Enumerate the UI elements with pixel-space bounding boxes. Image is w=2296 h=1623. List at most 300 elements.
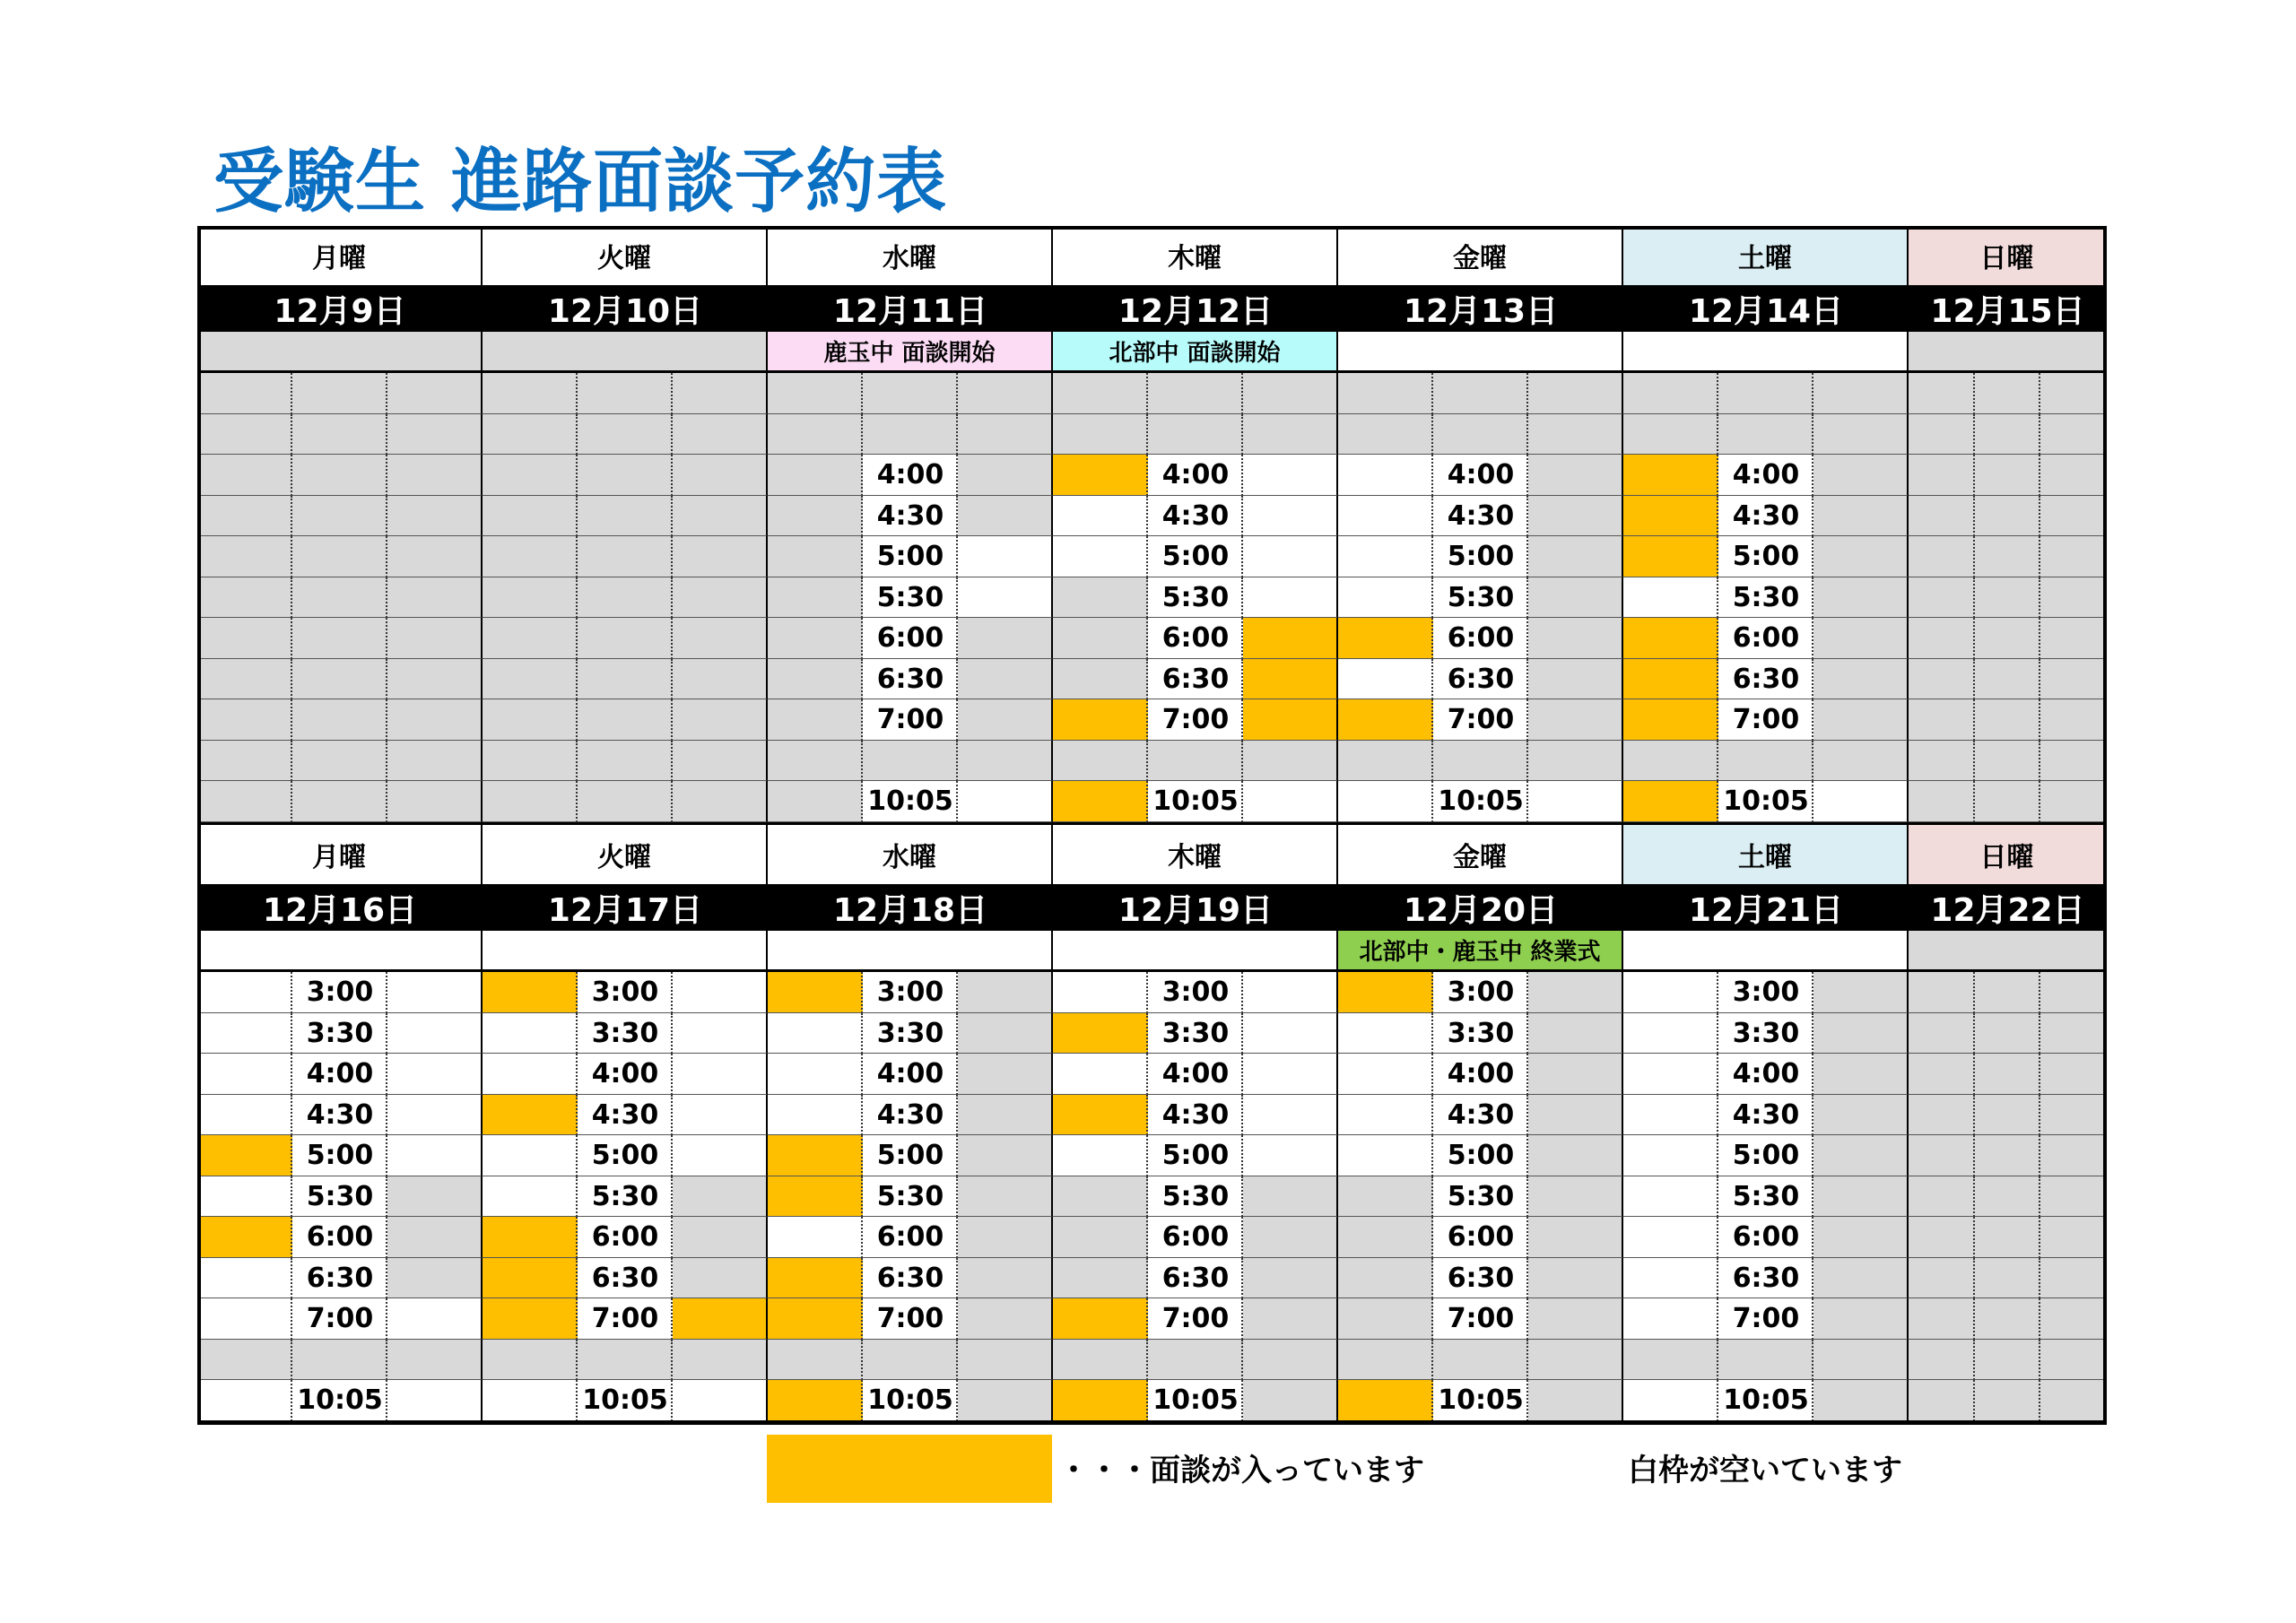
slot-cell[interactable] — [197, 699, 292, 741]
slot-cell[interactable] — [2040, 1298, 2107, 1340]
slot-cell[interactable] — [1053, 618, 1148, 659]
slot-cell[interactable] — [292, 373, 387, 414]
slot-cell[interactable] — [197, 972, 292, 1013]
slot-cell[interactable] — [863, 414, 958, 456]
slot-cell[interactable] — [197, 577, 292, 619]
slot-cell[interactable] — [578, 659, 673, 700]
slot-cell[interactable] — [483, 496, 578, 537]
slot-cell[interactable] — [1433, 373, 1528, 414]
slot-cell[interactable] — [958, 972, 1053, 1013]
slot-cell[interactable] — [1148, 373, 1243, 414]
slot-cell[interactable] — [1243, 781, 1338, 822]
slot-cell[interactable] — [1338, 577, 1433, 619]
slot-cell[interactable] — [2040, 1380, 2107, 1421]
slot-cell[interactable] — [1718, 1340, 1813, 1381]
slot-cell[interactable] — [1243, 618, 1338, 659]
slot-cell[interactable] — [1813, 496, 1909, 537]
slot-cell[interactable] — [1623, 1258, 1718, 1299]
slot-cell[interactable] — [1813, 536, 1909, 577]
slot-cell[interactable] — [1909, 536, 1975, 577]
slot-cell[interactable] — [197, 373, 292, 414]
slot-cell[interactable] — [1338, 373, 1433, 414]
slot-cell[interactable] — [1053, 972, 1148, 1013]
slot-cell[interactable] — [2040, 699, 2107, 741]
slot-cell[interactable] — [292, 577, 387, 619]
slot-cell[interactable] — [1909, 1013, 1975, 1055]
slot-cell[interactable] — [1528, 1340, 1623, 1381]
slot-cell[interactable] — [958, 373, 1053, 414]
slot-cell[interactable] — [1528, 496, 1623, 537]
slot-cell[interactable] — [673, 414, 768, 456]
slot-cell[interactable] — [387, 1054, 483, 1095]
slot-cell[interactable] — [958, 414, 1053, 456]
slot-cell[interactable] — [387, 536, 483, 577]
slot-cell[interactable] — [292, 455, 387, 496]
slot-cell[interactable] — [197, 1054, 292, 1095]
slot-cell[interactable] — [768, 414, 863, 456]
slot-cell[interactable] — [1975, 1380, 2041, 1421]
slot-cell[interactable] — [578, 781, 673, 822]
slot-cell[interactable] — [483, 455, 578, 496]
slot-cell[interactable] — [1909, 699, 1975, 741]
slot-cell[interactable] — [1528, 1298, 1623, 1340]
slot-cell[interactable] — [483, 1013, 578, 1055]
slot-cell[interactable] — [483, 1217, 578, 1258]
slot-cell[interactable] — [578, 414, 673, 456]
slot-cell[interactable] — [1338, 659, 1433, 700]
slot-cell[interactable] — [673, 496, 768, 537]
slot-cell[interactable] — [768, 1380, 863, 1421]
slot-cell[interactable] — [292, 536, 387, 577]
slot-cell[interactable] — [768, 1340, 863, 1381]
slot-cell[interactable] — [768, 1176, 863, 1218]
slot-cell[interactable] — [768, 577, 863, 619]
slot-cell[interactable] — [1975, 699, 2041, 741]
slot-cell[interactable] — [1975, 577, 2041, 619]
slot-cell[interactable] — [1338, 1135, 1433, 1176]
slot-cell[interactable] — [483, 972, 578, 1013]
slot-cell[interactable] — [958, 1217, 1053, 1258]
slot-cell[interactable] — [483, 1380, 578, 1421]
slot-cell[interactable] — [1243, 1258, 1338, 1299]
slot-cell[interactable] — [387, 781, 483, 822]
slot-cell[interactable] — [1975, 455, 2041, 496]
slot-cell[interactable] — [483, 536, 578, 577]
slot-cell[interactable] — [1243, 972, 1338, 1013]
slot-cell[interactable] — [1338, 536, 1433, 577]
slot-cell[interactable] — [1528, 373, 1623, 414]
slot-cell[interactable] — [1338, 1298, 1433, 1340]
slot-cell[interactable] — [958, 455, 1053, 496]
slot-cell[interactable] — [197, 1135, 292, 1176]
slot-cell[interactable] — [292, 496, 387, 537]
slot-cell[interactable] — [483, 373, 578, 414]
slot-cell[interactable] — [1528, 1095, 1623, 1136]
slot-cell[interactable] — [768, 1135, 863, 1176]
slot-cell[interactable] — [673, 1013, 768, 1055]
slot-cell[interactable] — [1909, 373, 1975, 414]
slot-cell[interactable] — [1623, 1380, 1718, 1421]
slot-cell[interactable] — [673, 1298, 768, 1340]
slot-cell[interactable] — [483, 659, 578, 700]
slot-cell[interactable] — [1053, 1298, 1148, 1340]
slot-cell[interactable] — [1053, 659, 1148, 700]
slot-cell[interactable] — [1528, 1135, 1623, 1176]
slot-cell[interactable] — [2040, 577, 2107, 619]
slot-cell[interactable] — [578, 741, 673, 782]
slot-cell[interactable] — [1623, 496, 1718, 537]
slot-cell[interactable] — [1623, 699, 1718, 741]
slot-cell[interactable] — [2040, 1054, 2107, 1095]
slot-cell[interactable] — [387, 1298, 483, 1340]
slot-cell[interactable] — [1909, 496, 1975, 537]
slot-cell[interactable] — [1975, 781, 2041, 822]
slot-cell[interactable] — [387, 496, 483, 537]
slot-cell[interactable] — [1433, 414, 1528, 456]
slot-cell[interactable] — [673, 1217, 768, 1258]
slot-cell[interactable] — [958, 699, 1053, 741]
slot-cell[interactable] — [1053, 699, 1148, 741]
slot-cell[interactable] — [483, 1095, 578, 1136]
slot-cell[interactable] — [958, 1095, 1053, 1136]
slot-cell[interactable] — [2040, 455, 2107, 496]
slot-cell[interactable] — [958, 577, 1053, 619]
slot-cell[interactable] — [1053, 1380, 1148, 1421]
slot-cell[interactable] — [483, 414, 578, 456]
slot-cell[interactable] — [1909, 1298, 1975, 1340]
slot-cell[interactable] — [1975, 972, 2041, 1013]
slot-cell[interactable] — [1975, 373, 2041, 414]
slot-cell[interactable] — [387, 1217, 483, 1258]
slot-cell[interactable] — [1528, 741, 1623, 782]
slot-cell[interactable] — [1243, 496, 1338, 537]
slot-cell[interactable] — [1243, 1135, 1338, 1176]
slot-cell[interactable] — [292, 741, 387, 782]
slot-cell[interactable] — [1813, 1013, 1909, 1055]
slot-cell[interactable] — [1053, 536, 1148, 577]
slot-cell[interactable] — [578, 618, 673, 659]
slot-cell[interactable] — [1243, 414, 1338, 456]
slot-cell[interactable] — [2040, 1135, 2107, 1176]
slot-cell[interactable] — [1053, 741, 1148, 782]
slot-cell[interactable] — [1909, 577, 1975, 619]
slot-cell[interactable] — [673, 618, 768, 659]
slot-cell[interactable] — [1528, 577, 1623, 619]
slot-cell[interactable] — [768, 496, 863, 537]
slot-cell[interactable] — [958, 536, 1053, 577]
slot-cell[interactable] — [292, 414, 387, 456]
slot-cell[interactable] — [197, 1176, 292, 1218]
slot-cell[interactable] — [2040, 1013, 2107, 1055]
slot-cell[interactable] — [1053, 1258, 1148, 1299]
slot-cell[interactable] — [1909, 781, 1975, 822]
slot-cell[interactable] — [483, 1135, 578, 1176]
slot-cell[interactable] — [958, 618, 1053, 659]
slot-cell[interactable] — [1243, 659, 1338, 700]
slot-cell[interactable] — [292, 699, 387, 741]
slot-cell[interactable] — [1623, 577, 1718, 619]
slot-cell[interactable] — [673, 1054, 768, 1095]
slot-cell[interactable] — [1718, 741, 1813, 782]
slot-cell[interactable] — [197, 1298, 292, 1340]
slot-cell[interactable] — [1975, 496, 2041, 537]
slot-cell[interactable] — [1338, 455, 1433, 496]
slot-cell[interactable] — [1975, 1258, 2041, 1299]
slot-cell[interactable] — [1243, 741, 1338, 782]
slot-cell[interactable] — [673, 1135, 768, 1176]
slot-cell[interactable] — [673, 373, 768, 414]
slot-cell[interactable] — [1975, 659, 2041, 700]
slot-cell[interactable] — [483, 1298, 578, 1340]
slot-cell[interactable] — [1623, 414, 1718, 456]
slot-cell[interactable] — [1053, 414, 1148, 456]
slot-cell[interactable] — [1623, 1054, 1718, 1095]
slot-cell[interactable] — [1528, 455, 1623, 496]
slot-cell[interactable] — [578, 373, 673, 414]
slot-cell[interactable] — [387, 577, 483, 619]
slot-cell[interactable] — [2040, 972, 2107, 1013]
slot-cell[interactable] — [578, 536, 673, 577]
slot-cell[interactable] — [1243, 1095, 1338, 1136]
slot-cell[interactable] — [387, 659, 483, 700]
slot-cell[interactable] — [1338, 414, 1433, 456]
slot-cell[interactable] — [958, 741, 1053, 782]
slot-cell[interactable] — [1433, 741, 1528, 782]
slot-cell[interactable] — [1243, 1013, 1338, 1055]
slot-cell[interactable] — [483, 1340, 578, 1381]
slot-cell[interactable] — [863, 1340, 958, 1381]
slot-cell[interactable] — [958, 1258, 1053, 1299]
slot-cell[interactable] — [1718, 414, 1813, 456]
slot-cell[interactable] — [1975, 1298, 2041, 1340]
slot-cell[interactable] — [1909, 1054, 1975, 1095]
slot-cell[interactable] — [958, 1054, 1053, 1095]
slot-cell[interactable] — [197, 455, 292, 496]
slot-cell[interactable] — [958, 496, 1053, 537]
slot-cell[interactable] — [1975, 741, 2041, 782]
slot-cell[interactable] — [483, 741, 578, 782]
slot-cell[interactable] — [1909, 1176, 1975, 1218]
slot-cell[interactable] — [1528, 972, 1623, 1013]
slot-cell[interactable] — [197, 1340, 292, 1381]
slot-cell[interactable] — [1975, 1013, 2041, 1055]
slot-cell[interactable] — [1528, 536, 1623, 577]
slot-cell[interactable] — [673, 536, 768, 577]
slot-cell[interactable] — [1338, 741, 1433, 782]
slot-cell[interactable] — [768, 1095, 863, 1136]
slot-cell[interactable] — [292, 659, 387, 700]
slot-cell[interactable] — [1053, 455, 1148, 496]
slot-cell[interactable] — [387, 972, 483, 1013]
slot-cell[interactable] — [1338, 1340, 1433, 1381]
slot-cell[interactable] — [1909, 455, 1975, 496]
slot-cell[interactable] — [1975, 414, 2041, 456]
slot-cell[interactable] — [197, 1013, 292, 1055]
slot-cell[interactable] — [1909, 1340, 1975, 1381]
slot-cell[interactable] — [292, 781, 387, 822]
slot-cell[interactable] — [2040, 781, 2107, 822]
slot-cell[interactable] — [673, 1258, 768, 1299]
slot-cell[interactable] — [483, 618, 578, 659]
slot-cell[interactable] — [1813, 741, 1909, 782]
slot-cell[interactable] — [1813, 455, 1909, 496]
slot-cell[interactable] — [673, 1380, 768, 1421]
slot-cell[interactable] — [387, 699, 483, 741]
slot-cell[interactable] — [387, 1380, 483, 1421]
slot-cell[interactable] — [1338, 1013, 1433, 1055]
slot-cell[interactable] — [1623, 1176, 1718, 1218]
slot-cell[interactable] — [1623, 455, 1718, 496]
slot-cell[interactable] — [2040, 1217, 2107, 1258]
slot-cell[interactable] — [863, 373, 958, 414]
slot-cell[interactable] — [1813, 972, 1909, 1013]
slot-cell[interactable] — [2040, 1258, 2107, 1299]
slot-cell[interactable] — [1623, 741, 1718, 782]
slot-cell[interactable] — [1813, 414, 1909, 456]
slot-cell[interactable] — [1623, 781, 1718, 822]
slot-cell[interactable] — [1528, 618, 1623, 659]
slot-cell[interactable] — [1975, 618, 2041, 659]
slot-cell[interactable] — [1813, 618, 1909, 659]
slot-cell[interactable] — [1243, 699, 1338, 741]
slot-cell[interactable] — [387, 1095, 483, 1136]
slot-cell[interactable] — [197, 618, 292, 659]
slot-cell[interactable] — [1975, 1135, 2041, 1176]
slot-cell[interactable] — [2040, 1176, 2107, 1218]
slot-cell[interactable] — [387, 414, 483, 456]
slot-cell[interactable] — [1338, 618, 1433, 659]
slot-cell[interactable] — [1623, 1135, 1718, 1176]
slot-cell[interactable] — [1909, 741, 1975, 782]
slot-cell[interactable] — [292, 618, 387, 659]
slot-cell[interactable] — [1975, 1095, 2041, 1136]
slot-cell[interactable] — [1338, 1176, 1433, 1218]
slot-cell[interactable] — [1813, 1340, 1909, 1381]
slot-cell[interactable] — [958, 1176, 1053, 1218]
slot-cell[interactable] — [1813, 1258, 1909, 1299]
slot-cell[interactable] — [1148, 741, 1243, 782]
slot-cell[interactable] — [1243, 1176, 1338, 1218]
slot-cell[interactable] — [768, 781, 863, 822]
slot-cell[interactable] — [673, 659, 768, 700]
slot-cell[interactable] — [1623, 373, 1718, 414]
slot-cell[interactable] — [2040, 1340, 2107, 1381]
slot-cell[interactable] — [1053, 1013, 1148, 1055]
slot-cell[interactable] — [387, 1340, 483, 1381]
slot-cell[interactable] — [958, 1340, 1053, 1381]
slot-cell[interactable] — [1623, 1340, 1718, 1381]
slot-cell[interactable] — [1623, 1298, 1718, 1340]
slot-cell[interactable] — [578, 455, 673, 496]
slot-cell[interactable] — [1338, 1217, 1433, 1258]
slot-cell[interactable] — [673, 972, 768, 1013]
slot-cell[interactable] — [768, 373, 863, 414]
slot-cell[interactable] — [483, 699, 578, 741]
slot-cell[interactable] — [768, 1217, 863, 1258]
slot-cell[interactable] — [1909, 972, 1975, 1013]
slot-cell[interactable] — [1813, 1054, 1909, 1095]
slot-cell[interactable] — [1528, 1258, 1623, 1299]
slot-cell[interactable] — [578, 1340, 673, 1381]
slot-cell[interactable] — [1528, 414, 1623, 456]
slot-cell[interactable] — [1053, 577, 1148, 619]
slot-cell[interactable] — [958, 1380, 1053, 1421]
slot-cell[interactable] — [197, 741, 292, 782]
slot-cell[interactable] — [673, 741, 768, 782]
slot-cell[interactable] — [673, 1340, 768, 1381]
slot-cell[interactable] — [1053, 781, 1148, 822]
slot-cell[interactable] — [673, 1176, 768, 1218]
slot-cell[interactable] — [197, 1095, 292, 1136]
slot-cell[interactable] — [673, 577, 768, 619]
slot-cell[interactable] — [1813, 577, 1909, 619]
slot-cell[interactable] — [1243, 1298, 1338, 1340]
slot-cell[interactable] — [1528, 1380, 1623, 1421]
slot-cell[interactable] — [1243, 455, 1338, 496]
slot-cell[interactable] — [1718, 373, 1813, 414]
slot-cell[interactable] — [197, 659, 292, 700]
slot-cell[interactable] — [1528, 1217, 1623, 1258]
slot-cell[interactable] — [768, 1013, 863, 1055]
slot-cell[interactable] — [2040, 741, 2107, 782]
slot-cell[interactable] — [768, 455, 863, 496]
slot-cell[interactable] — [1813, 1135, 1909, 1176]
slot-cell[interactable] — [863, 741, 958, 782]
slot-cell[interactable] — [483, 1176, 578, 1218]
slot-cell[interactable] — [1243, 1054, 1338, 1095]
slot-cell[interactable] — [768, 618, 863, 659]
slot-cell[interactable] — [1813, 1298, 1909, 1340]
slot-cell[interactable] — [483, 1054, 578, 1095]
slot-cell[interactable] — [197, 1258, 292, 1299]
slot-cell[interactable] — [958, 1298, 1053, 1340]
slot-cell[interactable] — [1623, 536, 1718, 577]
slot-cell[interactable] — [578, 496, 673, 537]
slot-cell[interactable] — [1528, 781, 1623, 822]
slot-cell[interactable] — [1053, 1095, 1148, 1136]
slot-cell[interactable] — [1909, 414, 1975, 456]
slot-cell[interactable] — [1623, 972, 1718, 1013]
slot-cell[interactable] — [1243, 373, 1338, 414]
slot-cell[interactable] — [768, 1054, 863, 1095]
slot-cell[interactable] — [1623, 659, 1718, 700]
slot-cell[interactable] — [1528, 699, 1623, 741]
slot-cell[interactable] — [1909, 1380, 1975, 1421]
slot-cell[interactable] — [387, 1013, 483, 1055]
slot-cell[interactable] — [768, 741, 863, 782]
slot-cell[interactable] — [1813, 1095, 1909, 1136]
slot-cell[interactable] — [1813, 699, 1909, 741]
slot-cell[interactable] — [673, 781, 768, 822]
slot-cell[interactable] — [958, 659, 1053, 700]
slot-cell[interactable] — [673, 455, 768, 496]
slot-cell[interactable] — [1053, 1217, 1148, 1258]
slot-cell[interactable] — [1975, 536, 2041, 577]
slot-cell[interactable] — [958, 781, 1053, 822]
slot-cell[interactable] — [578, 699, 673, 741]
slot-cell[interactable] — [1148, 414, 1243, 456]
slot-cell[interactable] — [578, 577, 673, 619]
slot-cell[interactable] — [1623, 1095, 1718, 1136]
slot-cell[interactable] — [1813, 1380, 1909, 1421]
slot-cell[interactable] — [387, 455, 483, 496]
slot-cell[interactable] — [2040, 1095, 2107, 1136]
slot-cell[interactable] — [1975, 1176, 2041, 1218]
slot-cell[interactable] — [197, 536, 292, 577]
slot-cell[interactable] — [673, 699, 768, 741]
slot-cell[interactable] — [1813, 781, 1909, 822]
slot-cell[interactable] — [387, 618, 483, 659]
